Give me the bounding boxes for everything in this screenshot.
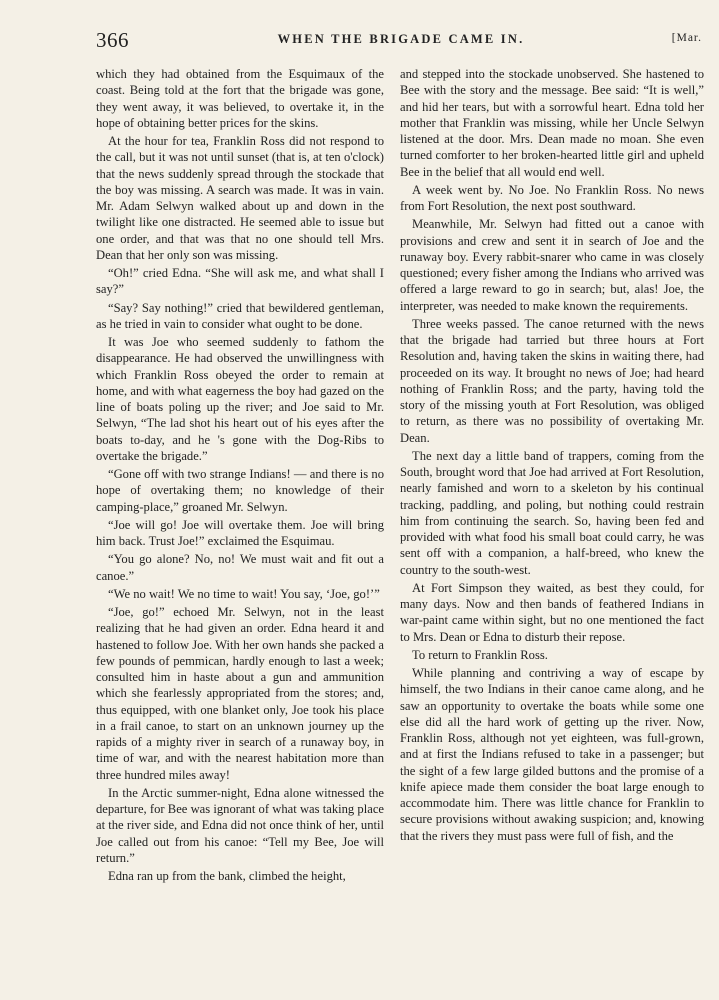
paragraph: which they had obtained from the Esquimaux of the coast. Being told at the fort that the brigade was gone, they went away, it was believed, to overtake it, in the hope of obtaining better prices for the skins. [96, 67, 384, 130]
paragraph: It was Joe who seemed suddenly to fathom the disappearance. He had observed the unwillingness with which Franklin Ross obeyed the order to remain at home, and with what eagerness the boy had gazed on the line of boats poling up the river; and Joe said to Mr. Selwyn, “The lad shot his heart out of his eyes after the boats to-day, and he 's gone with the Dog-Ribs to overtake the brigade.” [96, 335, 384, 463]
left-column [96, 66, 384, 884]
paragraph: At the hour for tea, Franklin Ross did not respond to the call, but it was not until sunset (that is, at ten o'clock) that the news suddenly spread through the stockade that the boy was missing. A search was made. It was in vain. Mr. Adam Selwyn walked about up and down in the twilight like one distracted. He seemed able to issue but one order, and that was that no one should tell Mrs. Dean that her only son was missing. [96, 134, 384, 262]
paragraph: “Joe, go!” echoed Mr. Selwyn, not in the least realizing that he had given an order. Edna heard it and hastened to follow Joe. With her own hands she packed a few pounds of pemmican, hardly enough to last a week; consulted him in haste about a gun and ammunition which she fearlessly appropriated from the stores; and, thus equipped, with one blanket only, Joe took his place in a frail canoe, to start on an unknown journey up the rapids of a mighty river in search of a runaway boy, in time of war, and with the nearest habitation more than three hundred miles away! [96, 605, 384, 782]
paragraph: Edna ran up from the bank, climbed the height, [108, 869, 346, 883]
paragraph: “We no wait! We no time to wait! You say, ‘Joe, go!’” [108, 586, 380, 601]
paragraph: To return to Franklin Ross. [412, 647, 548, 662]
paragraph: “Joe will go! Joe will overtake them. Joe will bring him back. Trust Joe!” exclaimed the Esquimau. [96, 517, 384, 548]
paragraph: The next day a little band of trappers, coming from the South, brought word that Joe had arrived at Fort Resolution, nearly famished and worn to a skeleton by his continual tracking, paddling, and poling, but nothing could restrain him from continuing the search. So, having been fed and provided with what food his small boat could carry, he was sent off with a companion, a half-breed, who knew the country to the south-west. [400, 448, 704, 577]
paragraph: “Say? Say nothing!” cried that bewildered gentleman, as he tried in vain to consider what ought to be done. [96, 300, 384, 331]
paragraph: Three weeks passed. The canoe returned with the news that the brigade had tarried but three hours at Fort Resolution and, having taken the skins in waiting there, had proceeded on its way. It brought no news of Joe; had heard nothing of Franklin Ross; and the party, having told the story of the missing youth at Fort Resolution, was obliged to return, as there was no possibility of overtaking Mr. Dean. [400, 316, 704, 445]
paragraph: “You go alone? No, no! We must wait and fit out a canoe.” [96, 552, 384, 583]
paragraph: and stepped into the stockade unobserved. She hastened to Bee with the story and the message. Bee said: “It is well,” and hid her tears, but with a sorrowful heart. Edna told her mother that Franklin was missing, while her Uncle Selwyn listened at the door. Mrs. Dean made no moan. She even turned comforter to her broken-hearted little girl and upheld Bee in the belief that all would end well. [400, 67, 704, 179]
running-title: WHEN THE BRIGADE CAME IN. [277, 32, 525, 46]
issue-month: [Mar. [671, 32, 702, 44]
paragraph: In the Arctic summer-night, Edna alone witnessed the departure, for Bee was ignorant of what was taking place at the river side, and Edna did not once think of her, until Joe called out from his canoe: “Tell my Bee, Joe will return.” [96, 785, 384, 865]
paragraph: “Oh!” cried Edna. “She will ask me, and what shall I say?” [96, 266, 384, 297]
paragraph: A week went by. No Joe. No Franklin Ross. No news from Fort Resolution, the next post southward. [400, 182, 704, 213]
paragraph: “Gone off with two strange Indians! — and there is no hope of overtaking them; no knowledge of their camping-place,” groaned Mr. Selwyn. [96, 467, 384, 514]
page-number: 366 [96, 28, 129, 52]
paragraph: Meanwhile, Mr. Selwyn had fitted out a canoe with provisions and crew and sent it in search of Joe and the runaway boy. Every rabbit-snarer who came in was closely questioned; every fisher among the Indians who arrived was offered a large reward to go in search; but, alas! Joe, the interpreter, was needed to make known the requirements. [400, 217, 704, 313]
paragraph: While planning and contriving a way of escape by himself, the two Indians in their canoe came along, and he saw an opportunity to overtake the boats while some one else did all the hard work of getting up the river. Now, Franklin Ross, although not yet eighteen, was full-grown, and at first the Indians refused to take in a passenger; but the sight of a few large gilded buttons and the promise of a knife apiece made them consider the boat large enough to accommodate him. There was little chance for Franklin to secure provisions without awaking suspicion; and, knowing that the rivers they must pass were full of fish, and the [400, 666, 704, 843]
page-header [96, 26, 706, 52]
right-column [400, 66, 704, 844]
paragraph: At Fort Simpson they waited, as best they could, for many days. Now and then bands of feathered Indians in war-paint came within sight, but no one mentioned the fact to Mrs. Dean or Edna to disturb their repose. [400, 580, 704, 644]
